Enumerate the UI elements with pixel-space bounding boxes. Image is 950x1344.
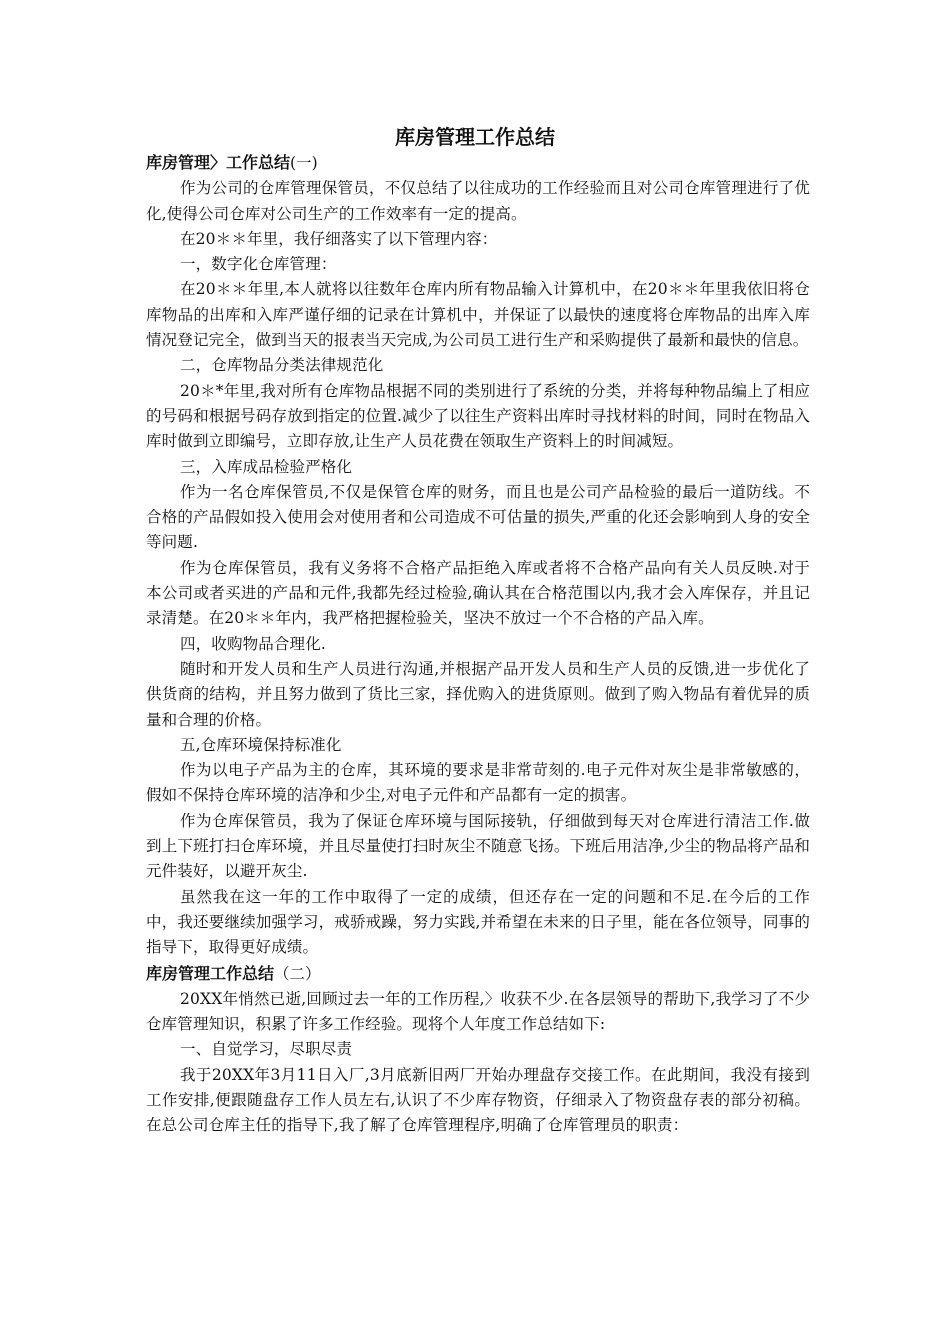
subheading: 四，收购物品合理化. [180, 634, 326, 653]
document-body [146, 150, 810, 1139]
section-heading [146, 150, 810, 176]
section-1 [146, 150, 810, 961]
subheading: 二，仓库物品分类法律规范化 [180, 356, 384, 375]
paragraph: 作为公司的仓库管理保管员，不仅总结了以往成功的工作经验而且对公司仓库管理进行了优化,使得公司仓库对公司生产的工作效率有一定的提高。 [146, 179, 810, 223]
subheading: 一，数字化仓库管理： [180, 255, 337, 274]
section-heading-title: 库房管理工作总结 [146, 963, 275, 983]
paragraph: 20XX年悄然已逝,回顾过去一年的工作历程,〉收获不少.在各层领导的帮助下,我学习了不少仓库管理知识，积累了许多工作经验。现将个人年度工作总结如下: [146, 989, 810, 1034]
paragraph: 随时和开发人员和生产人员进行沟通,并根据产品开发人员和生产人员的反馈,进一步优化了供货商的结构，并且努力做到了货比三家，择优购入的进货原则。做到了购入物品有着优异的质量和合理的价格。 [146, 659, 810, 729]
paragraph: 20＊*年里,我对所有仓库物品根据不同的类别进行了系统的分类，并将每种物品编上了相应的号码和根据号码存放到指定的位置.减少了以往生产资料出库时寻找材料的时间，同时在物品入库时做到立即编号，立即存放,让生产人员花费在领取生产资料上的时间减短。 [146, 381, 810, 451]
paragraph: 作为一名仓库保管员,不仅是保管仓库的财务，而且也是公司产品检验的最后一道防线。不合格的产品假如投入使用会对使用者和公司造成不可估量的损失,严重的化还会影响到人身的安全等问题. [146, 482, 810, 552]
section-heading-number: (一) [290, 154, 318, 172]
paragraph: 我于20XX年3月11日入厂,3月底新旧两厂开始办理盘存交接工作。在此期间，我没有接到工作安排,便跟随盘存工作人员左右,认识了不少库存物资，仔细录入了物资盘存表的部分初稿。在总公司仓库主任的指导下,我了解了仓库管理程序,明确了仓库管理员的职责： [146, 1065, 810, 1135]
section-heading-title: 库房管理〉工作总结 [146, 153, 291, 172]
paragraph: 作为仓库保管员，我有义务将不合格产品拒绝入库或者将不合格产品向有关人员反映.对于本公司或者买进的产品和元件,我都先经过检验,确认其在合格范围以内,我才会入库保存，并且记录清楚。在20＊＊年内，我严格把握检验关，坚决不放过一个不合格的产品入库。 [146, 558, 810, 628]
section-heading [146, 961, 810, 987]
paragraph: 作为以电子产品为主的仓库，其环境的要求是非常苛刻的.电子元件对灰尘是非常敏感的，假如不保持仓库环境的洁净和少尘,对电子元件和产品都有一定的损害。 [146, 761, 810, 805]
document-title: 库房管理工作总结 [395, 125, 555, 149]
paragraph: 在20＊＊年里,本人就将以往数年仓库内所有物品输入计算机中，在20＊＊年里我依旧将仓库物品的出库和入库严谨仔细的记录在计算机中，并保证了以最快的速度将仓库物品的出库入库情况登记完全，做到当天的报表当天完成,为公司员工进行生产和采购提供了最新和最快的信息。 [146, 280, 810, 350]
paragraph: 作为仓库保管员，我为了保证仓库环境与国际接轨，仔细做到每天对仓库进行清洁工作.做到上下班打扫仓库环境，并且尽量使打扫时灰尘不随意飞扬。下班后用洁净,少尘的物品将产品和元件装好，以避开灰尘. [146, 811, 810, 881]
paragraph: 虽然我在这一年的工作中取得了一定的成绩，但还存在一定的问题和不足.在今后的工作中，我还要继续加强学习，戒骄戒躁，努力实践,并希望在未来的日子里，能在各位领导，同事的指导下，取得更好成绩。 [146, 887, 810, 957]
subheading: 三，入库成品检验严格化 [180, 457, 353, 476]
section-heading-number: （二） [274, 964, 321, 983]
section-2 [146, 961, 810, 1139]
subheading: 五,仓库环境保持标准化 [180, 735, 342, 754]
subheading: 一、自觉学习，尽职尽责 [180, 1040, 353, 1059]
paragraph: 在20＊＊年里，我仔细落实了以下管理内容： [180, 229, 498, 248]
